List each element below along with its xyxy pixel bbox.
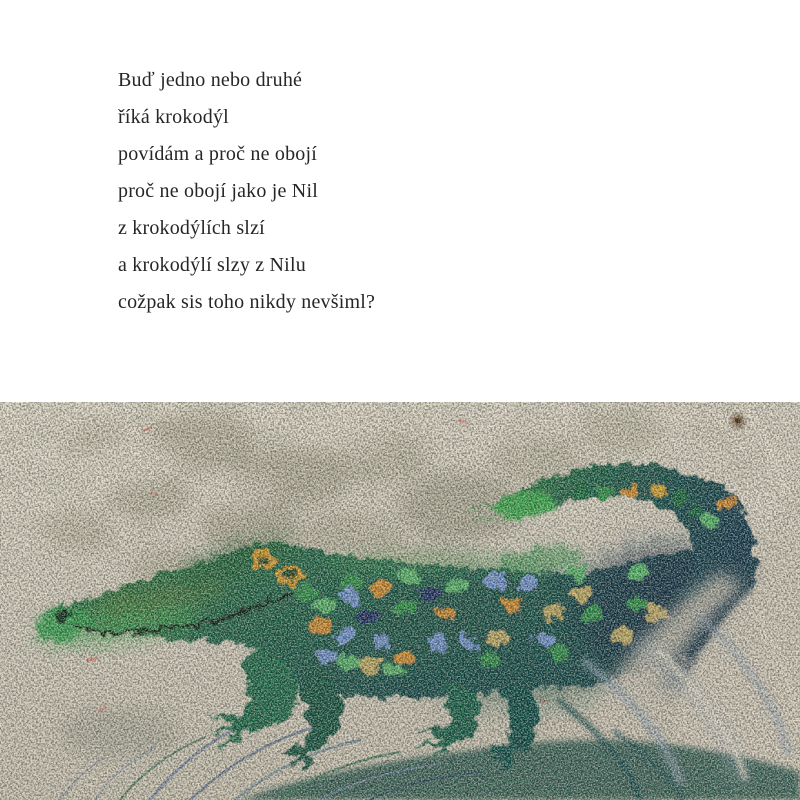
poem-line: a krokodýlí slzy z Nilu xyxy=(118,254,306,276)
sand-grain-light xyxy=(0,402,800,800)
poem-line: proč ne obojí jako je Nil xyxy=(118,180,318,202)
poem-line: cožpak sis toho nikdy nevšiml? xyxy=(118,291,376,313)
poem-line: povídám a proč ne obojí xyxy=(118,143,317,165)
poem-line: z krokodýlích slzí xyxy=(118,217,265,239)
poem-line: říká krokodýl xyxy=(118,106,229,128)
crocodile-illustration xyxy=(0,402,800,800)
poem-line: Buď jedno nebo druhé xyxy=(118,69,303,91)
poem xyxy=(118,62,375,321)
